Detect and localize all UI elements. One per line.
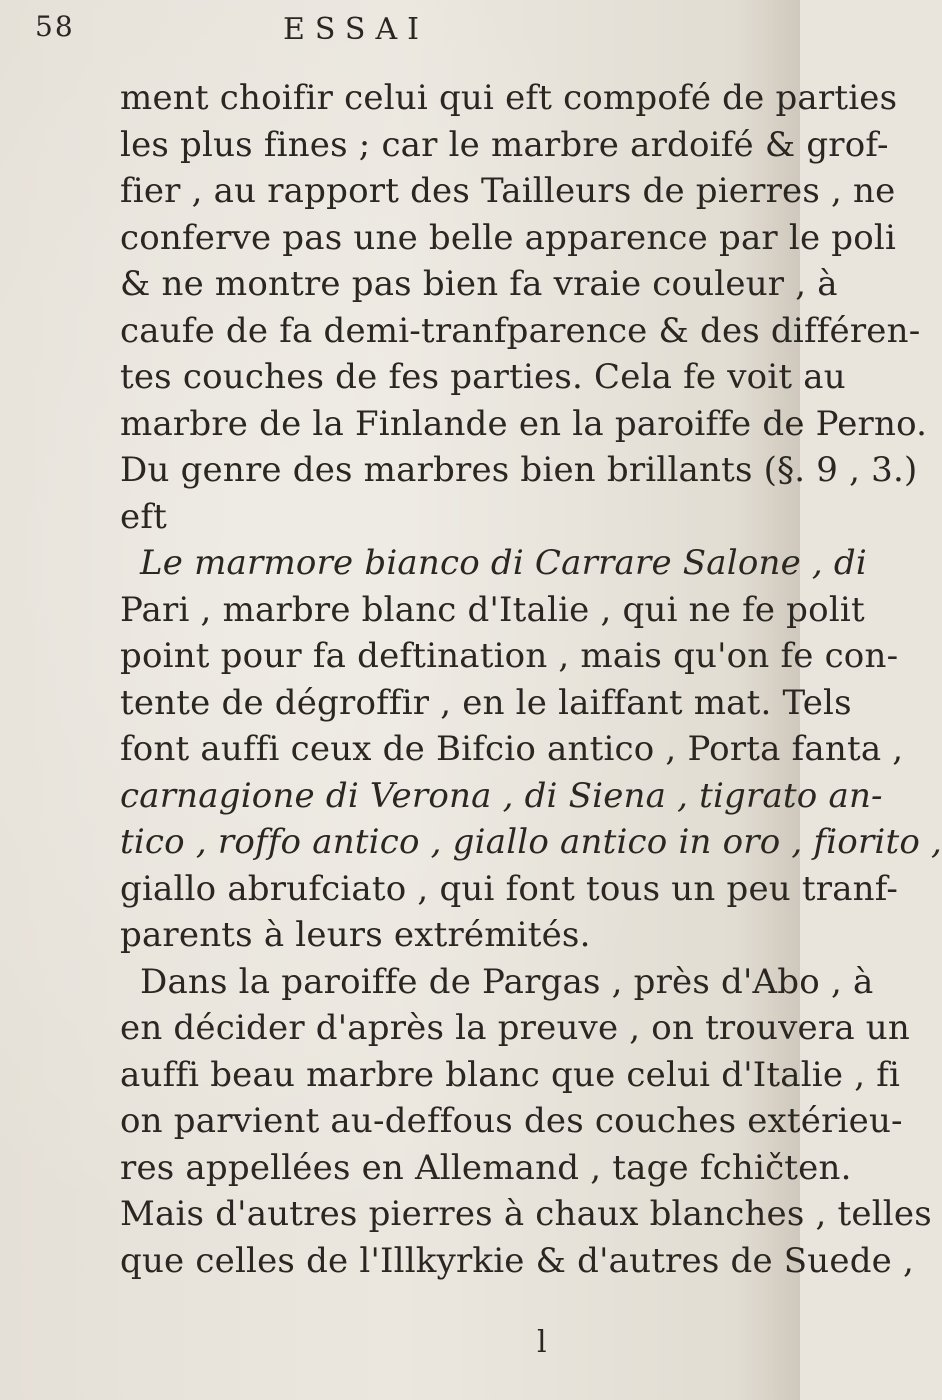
text-line: auffi beau marbre blanc que celui d'Italie , fi — [120, 1054, 901, 1095]
text-line: point pour fa deftination , mais qu'on fe con- — [120, 636, 899, 676]
text-line: fier , au rapport des Tailleurs de pierres , ne — [120, 171, 896, 211]
text-line: tico , roffo antico , giallo antico in oro , fiorito , — [120, 822, 942, 862]
text-line: que celles de l'Illkyrkie & d'autres de Suede , — [120, 1240, 914, 1281]
text-line: ment choifir celui qui eft compofé de parties — [120, 78, 898, 118]
text-line: conferve pas une belle apparence par le poli — [120, 217, 897, 258]
text-line: giallo abrufciato , qui font tous un peu tranf- — [120, 868, 899, 909]
text-line: parents à leurs extrémités. — [120, 915, 591, 955]
text-line: eft — [120, 496, 167, 537]
text-line: on parvient au-deffous des couches extérieu- — [120, 1101, 903, 1141]
text-line: Du genre des marbres bien brillants (§. 9 , 3.) — [120, 450, 918, 490]
page-header — [35, 10, 595, 60]
page-number: 58 — [35, 10, 75, 43]
text-line: Mais d'autres pierres à chaux blanches , telles — [120, 1194, 932, 1234]
text-line: en décider d'après la preuve , on trouvera un — [120, 1008, 911, 1048]
text-line: carnagione di Verona , di Siena , tigrato an- — [120, 775, 883, 816]
text-line: caufe de fa demi-tranfparence & des différen- — [120, 310, 921, 351]
text-line: tente de dégroffir , en le laiffant mat. Tels — [120, 682, 852, 723]
text-line: Le marmore bianco di Carrare Salone , di — [140, 543, 867, 583]
text-line: tes couches de fes parties. Cela fe voit au — [120, 357, 846, 397]
text-line: marbre de la Finlande en la paroiffe de Perno. — [120, 403, 928, 444]
text-line: Pari , marbre blanc d'Italie , qui ne fe polit — [120, 589, 865, 630]
text-line: res appellées en Allemand , tage fchičten. — [120, 1147, 852, 1188]
running-head: ESSAI — [283, 12, 429, 47]
body-text — [120, 75, 942, 1284]
catchword: l — [537, 1325, 547, 1360]
text-line: Dans la paroiffe de Pargas , près d'Abo , à — [140, 961, 874, 1002]
text-line: & ne montre pas bien fa vraie couleur , à — [120, 264, 838, 304]
text-line: les plus fines ; car le marbre ardoifé & grof- — [120, 124, 889, 165]
text-line: font auffi ceux de Bifcio antico , Porta fanta , — [120, 729, 904, 769]
